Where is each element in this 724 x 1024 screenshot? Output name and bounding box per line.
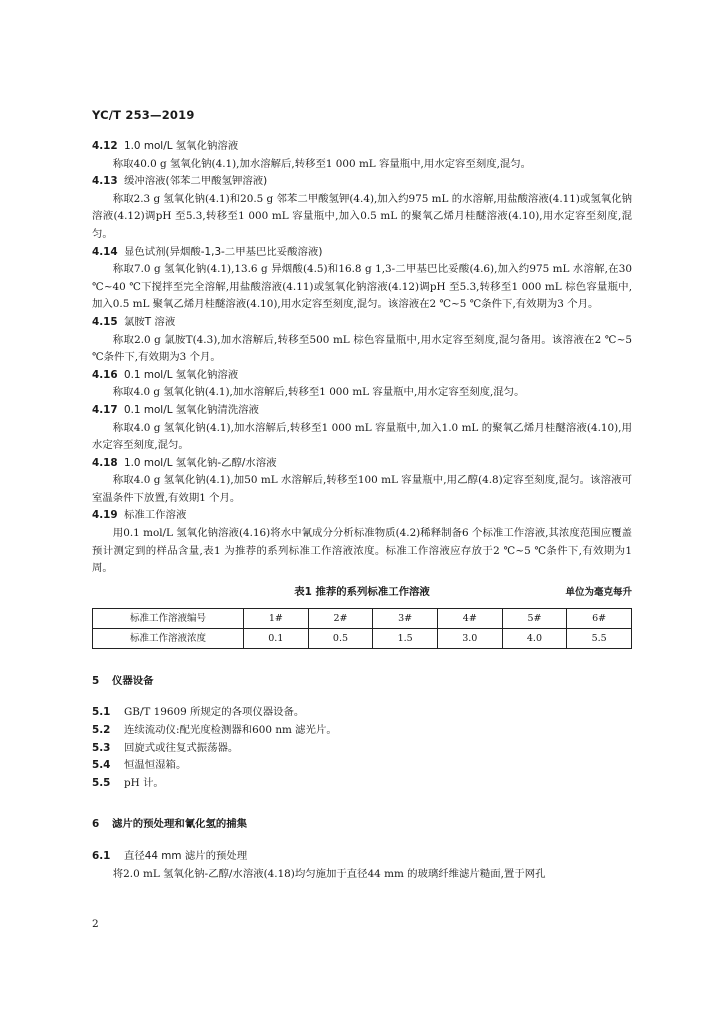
table-cell: 4# <box>437 608 502 628</box>
paragraph: 称取2.3 g 氢氧化钠(4.1)和20.5 g 邻苯二甲酸氢钾(4.4),加入约975 mL 的水溶解,用盐酸溶液(4.11)或氢氧化钠溶液(4.12)调pH 至5.3,转移至1 000 mL 容量瓶中,加入0.5 mL 的聚氧乙烯月桂醚溶液(4.10),用水定容至刻度,混匀。 <box>92 192 632 240</box>
paragraph: 称取2.0 g 氯胺T(4.3),加水溶解后,转移至500 mL 棕色容量瓶中,用水定容至刻度,混匀备用。该溶液在2 ℃~5 ℃条件下,有效期为3 个月。 <box>92 333 632 364</box>
paragraph: 称取40.0 g 氢氧化钠(4.1),加水溶解后,转移至1 000 mL 容量瓶中,用水定容至刻度,混匀。 <box>112 157 532 170</box>
section-title: 1.0 mol/L 氢氧化钠溶液 <box>124 140 239 152</box>
paragraph: 将2.0 mL 氢氧化钠-乙醇/水溶液(4.18)均匀施加于直径44 mm 的玻璃纤维滤片糙面,置于网孔 <box>112 867 546 880</box>
list-item: 5.4 恒温恒湿箱。 <box>92 759 187 772</box>
section-heading <box>92 402 632 420</box>
table-cell: 5# <box>502 608 567 628</box>
section-title: 0.1 mol/L 氢氧化钠溶液 <box>124 368 239 381</box>
document-code-header: YC/T 253—2019 <box>92 108 195 122</box>
table-cell: 3.0 <box>437 628 502 648</box>
section-title: 显色试剂(异烟酸-1,3-二甲基巴比妥酸溶液) <box>124 245 323 258</box>
table-cell: 3# <box>373 608 438 628</box>
chapter-title: 滤片的预处理和氰化氢的捕集 <box>112 818 248 831</box>
sections-reagents <box>92 138 632 578</box>
list-item: 5.5 pH 计。 <box>92 776 164 789</box>
list-item: 5.2 连续流动仪:配光度检测器和600 nm 滤光片。 <box>92 724 337 737</box>
section-heading <box>92 244 632 262</box>
subsection-6-1-heading: 6.1 直径44 mm 滤片的预处理 <box>92 850 248 862</box>
section-number: 4.17 <box>92 403 118 416</box>
table-row <box>93 628 632 648</box>
paragraph: 称取4.0 g 氢氧化钠(4.1),加50 mL 水溶解后,转移至100 mL 容量瓶中,用乙醇(4.8)定容至刻度,混匀。该溶液可室温条件下放置,有效期1 个月。 <box>92 474 632 504</box>
paragraph: 称取4.0 g 氢氧化钠(4.1),加水溶解后,转移至1 000 mL 容量瓶中,用水定容至刻度,混匀。 <box>112 386 525 399</box>
section-title: 0.1 mol/L 氢氧化钠清洗溶液 <box>124 403 259 416</box>
section-heading <box>92 507 632 525</box>
list-item: 5.3 回旋式或往复式振荡器。 <box>92 741 239 754</box>
table-caption-row <box>92 584 632 602</box>
table-cell: 0.1 <box>244 628 309 648</box>
chapter-title: 仪器设备 <box>112 674 154 687</box>
paragraph: 称取7.0 g 氢氧化钠(4.1),13.6 g 异烟酸(4.5)和16.8 g 1,3-二甲基巴比妥酸(4.6),加入约975 mL 水溶解,在30 ℃~40 ℃下搅拌至完全溶解,用盐酸溶液(4.11)或氢氧化钠溶液(4.12)调pH 至5.3,转移至1 000 mL 棕色容量瓶中,加入0.5 mL 聚氧乙烯月桂醚溶液(4.10),用水定容至刻度,混匀。该溶液在2 ℃~5 ℃条件下,有效期为3 个月。 <box>92 263 632 311</box>
section-number: 4.18 <box>92 456 118 469</box>
chapter-number: 6 <box>92 818 100 831</box>
table-cell: 2# <box>308 608 373 628</box>
table-unit: 单位为毫克每升 <box>565 586 632 598</box>
table-cell: 0.5 <box>308 628 373 648</box>
paragraph: 用0.1 mol/L 氢氧化钠溶液(4.16)将水中氰成分分析标准物质(4.2)稀释制备6 个标准工作溶液,其浓度范围应覆盖预计测定到的样品含量,表1 为推荐的系列标准工作溶液浓度。标准工作溶液应存放于2 ℃~5 ℃条件下,有效期为1 周。 <box>92 527 632 575</box>
table-title: 表1 推荐的系列标准工作溶液 <box>294 585 430 598</box>
section-number: 4.19 <box>92 509 118 522</box>
section-title: 缓冲溶液(邻苯二甲酸氢钾溶液) <box>124 175 268 188</box>
section-title: 1.0 mol/L 氢氧化钠-乙醇/水溶液 <box>124 456 277 469</box>
section-number: 4.12 <box>92 140 118 152</box>
table-cell: 1# <box>244 608 309 628</box>
chapter-5-heading <box>92 673 632 691</box>
section-number: 4.15 <box>92 315 118 328</box>
document-body <box>92 138 632 883</box>
chapter-6-heading <box>92 816 632 834</box>
table-row-header: 标准工作溶液浓度 <box>93 628 244 648</box>
section-heading <box>92 455 632 473</box>
section-heading <box>92 367 632 385</box>
table-cell: 4.0 <box>502 628 567 648</box>
standard-solutions-table <box>92 608 632 649</box>
section-title: 氯胺T 溶液 <box>124 315 176 328</box>
section-heading <box>92 173 632 191</box>
list-item: 5.1 GB/T 19609 所规定的各项仪器设备。 <box>92 706 305 719</box>
table-cell: 5.5 <box>567 628 632 648</box>
section-heading <box>92 314 632 332</box>
chapter-number: 5 <box>92 674 100 687</box>
page-number: 2 <box>92 918 99 930</box>
section-number: 4.16 <box>92 368 118 381</box>
section-heading <box>92 138 632 156</box>
table-cell: 1.5 <box>373 628 438 648</box>
equipment-list <box>92 704 632 792</box>
paragraph: 称取4.0 g 氢氧化钠(4.1),加水溶解后,转移至1 000 mL 容量瓶中,加入1.0 mL 的聚氧乙烯月桂醚溶液(4.10),用水定容至刻度,混匀。 <box>92 421 632 452</box>
table-row <box>93 608 632 628</box>
table-cell: 6# <box>567 608 632 628</box>
section-title: 标准工作溶液 <box>124 509 187 522</box>
table-row-header: 标准工作溶液编号 <box>93 608 244 628</box>
section-number: 4.14 <box>92 245 118 258</box>
section-number: 4.13 <box>92 175 118 188</box>
